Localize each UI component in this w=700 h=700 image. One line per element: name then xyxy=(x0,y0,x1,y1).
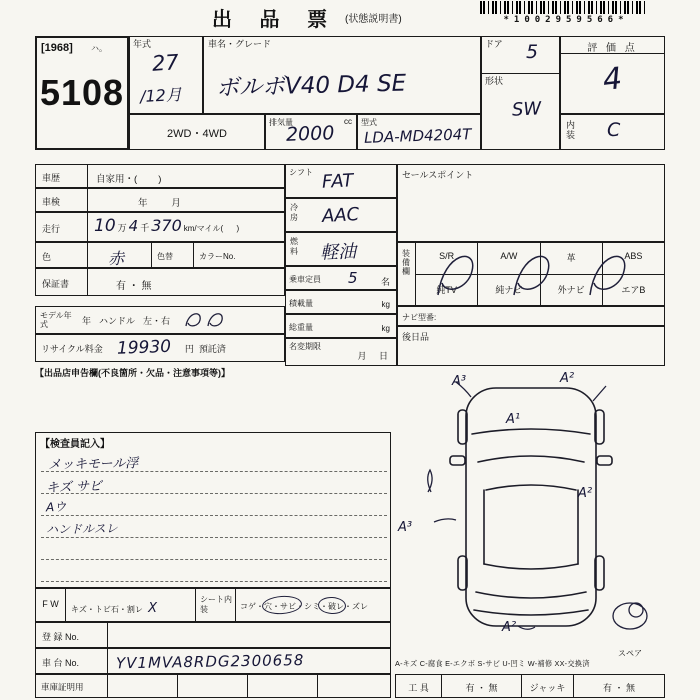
inspector-line-2: キズ サビ xyxy=(45,479,103,496)
car-name-box xyxy=(203,36,481,114)
jack-value: 有 ・ 無 xyxy=(602,683,635,693)
color-row xyxy=(35,242,285,268)
lot-number: 5108 xyxy=(39,72,125,113)
damage-mark-a2-bottom: A² xyxy=(502,620,517,635)
gross-weight-box xyxy=(285,314,397,338)
seat-items: コゲ・穴・サビ・シミ・破レ・ズレ xyxy=(240,602,368,611)
shift-box xyxy=(285,164,397,198)
history-row xyxy=(35,164,285,188)
equip-navi: 純ナビ xyxy=(478,275,540,306)
garage-certificate-row xyxy=(35,674,391,698)
displacement-label: 排気量 xyxy=(269,118,293,127)
recycle-fee-row xyxy=(35,334,285,362)
door-shape-box xyxy=(481,36,560,150)
model-year-box xyxy=(129,36,203,114)
capacity-label: 乗車定員 xyxy=(289,275,321,284)
equip-abs: ABS xyxy=(624,251,643,261)
inspector-line-3: Aウ xyxy=(45,499,67,515)
chassis-no-label: 車 台 No. xyxy=(36,649,108,673)
equip-ext-navi: 外ナビ xyxy=(541,275,603,306)
inspector-line-4: ハンドルスレ xyxy=(45,521,118,537)
equip-leather: 革 xyxy=(541,243,603,274)
dotted-rule xyxy=(41,559,387,560)
model-year-label: 年式 xyxy=(133,39,152,49)
model-code-label: 型式 xyxy=(361,118,377,127)
equip-tv: 純TV xyxy=(416,275,478,306)
mileage-unit: km/マイル( ) xyxy=(183,224,240,233)
history-value: 自家用・( ) xyxy=(96,174,162,185)
interior-grade-box xyxy=(560,114,665,150)
model-code-box xyxy=(357,114,481,150)
car-name-label: 車名・グレード xyxy=(208,39,272,49)
recycle-unit: 円 預託済 xyxy=(184,343,226,354)
model-year-handle-row xyxy=(35,306,285,334)
equip-sr: S/R xyxy=(416,243,478,274)
barcode-digits: *1002959566* xyxy=(503,15,629,25)
model-code-value: LDA-MD4204T xyxy=(363,125,472,147)
modelyear-unit: 年 xyxy=(82,315,92,326)
fuel-label: 燃料 xyxy=(290,237,298,256)
damage-mark-a2-top: A² xyxy=(560,371,575,386)
navi-model-label: ナビ型番: xyxy=(402,313,437,322)
seller-declaration-title: 【出品店申告欄(不良箇所・欠品・注意事項等)】 xyxy=(35,368,230,378)
registration-no-label: 登 録 No. xyxy=(36,623,108,647)
fw-items: キズ・トビ石・割レ xyxy=(71,605,143,614)
dotted-rule xyxy=(41,493,387,494)
lot-tag-mark: ハ。 xyxy=(91,44,107,53)
name-change-label: 名変期限 xyxy=(289,342,321,351)
equip-airbag: エアB xyxy=(621,284,646,295)
name-change-box xyxy=(285,338,397,366)
capacity-box xyxy=(285,266,397,290)
door-label: ドア xyxy=(485,39,503,49)
damage-code-legend: A-キズ C-腐食 E-エクボ S-サビ U-凹ミ W-補修 XX-交換済 xyxy=(395,659,590,668)
seat-interior-label: シート内装 xyxy=(196,589,236,621)
tools-jack-row xyxy=(395,674,665,698)
fuel-box xyxy=(285,232,397,266)
page-subtitle: (状態説明書) xyxy=(345,14,402,25)
mileage-label: 走行 xyxy=(36,213,88,241)
damage-mark-a2-right: A² xyxy=(578,486,593,501)
model-year-value: 27 xyxy=(151,50,180,76)
mileage-row xyxy=(35,212,285,242)
shift-value: FAT xyxy=(321,170,354,193)
fw-handwritten-x: X xyxy=(148,601,157,616)
inspection-row xyxy=(35,188,285,212)
dotted-rule xyxy=(41,537,387,538)
mileage-sen-value: 4 xyxy=(128,217,139,235)
payload-unit: kg xyxy=(381,300,390,309)
handwritten-mark xyxy=(416,243,664,305)
lot-box xyxy=(35,36,129,150)
garage-certificate-label: 車庫証明用 xyxy=(36,675,108,697)
handle-label: ハンドル xyxy=(99,315,136,326)
warranty-value: 有 ・ 無 xyxy=(116,281,152,292)
displacement-unit: cc xyxy=(344,117,352,126)
handwritten-damage-marks xyxy=(428,382,647,629)
equipment-box xyxy=(397,242,665,306)
tools-label: 工 具 xyxy=(396,675,442,697)
later-items-label: 後日品 xyxy=(402,332,430,342)
fw-label: F W xyxy=(36,589,66,621)
handwritten-mark xyxy=(178,308,232,332)
door-value: 5 xyxy=(526,41,539,63)
car-name-value: ボルボV40 D4 SE xyxy=(215,70,407,102)
grade-score-value: 4 xyxy=(601,61,624,98)
damage-mark-a3-top: A³ xyxy=(452,374,467,389)
damage-mark-a1: A¹ xyxy=(506,412,521,427)
shape-label: 形状 xyxy=(485,76,504,86)
chassis-no-value: YV1MVA8RDG2300658 xyxy=(115,651,305,673)
car-top-view-diagram xyxy=(398,370,665,648)
color-no-label: カラーNo. xyxy=(199,252,236,261)
spare-label: スペア xyxy=(618,649,642,658)
dotted-rule xyxy=(41,471,387,472)
recycle-label: リサイクル料金 xyxy=(41,343,103,354)
equipment-label: 装備欄 xyxy=(398,243,416,305)
shape-value: SW xyxy=(511,98,542,121)
ac-box xyxy=(285,198,397,232)
displacement-box xyxy=(265,114,357,150)
interior-label: 内装 xyxy=(566,120,576,140)
color-value: 赤 xyxy=(88,243,152,267)
equip-aw: A/W xyxy=(478,243,540,274)
later-items-box xyxy=(397,326,665,366)
grade-score-box xyxy=(560,36,665,114)
sales-point-box xyxy=(397,164,665,242)
ac-value: AAC xyxy=(321,204,360,227)
displacement-value: 2000 xyxy=(285,122,335,146)
capacity-value: 5 xyxy=(348,269,358,287)
grade-score-label: 評 価 点 xyxy=(561,37,664,54)
inspection-label: 車検 xyxy=(36,189,88,211)
dotted-rule xyxy=(41,515,387,516)
handle-value: 左・右 xyxy=(143,315,171,326)
tools-value: 有 ・ 無 xyxy=(442,675,522,697)
mileage-man-unit: 万 xyxy=(117,223,127,233)
recycle-value: 19930 xyxy=(116,336,172,359)
fuel-value: 軽油 xyxy=(319,241,357,264)
registration-no-row xyxy=(35,622,391,648)
color-label: 色 xyxy=(36,243,88,267)
model-month-value: /12月 xyxy=(139,84,183,107)
capacity-unit: 名 xyxy=(380,277,390,287)
gross-weight-unit: kg xyxy=(381,324,390,333)
chassis-no-row xyxy=(35,648,391,674)
interior-value: C xyxy=(607,119,621,141)
ac-label: 冷房 xyxy=(290,203,298,222)
drive-type-box xyxy=(129,114,265,150)
inspector-notes-title: 【検査員記入】 xyxy=(40,439,110,450)
dotted-rule xyxy=(41,581,387,582)
barcode-icon xyxy=(480,1,648,14)
lot-tag: [1968] xyxy=(41,42,73,54)
warranty-label: 保証書 xyxy=(36,269,88,295)
gross-weight-label: 総重量 xyxy=(289,323,313,332)
shift-label: シフト xyxy=(289,168,313,177)
inspector-notes-box xyxy=(35,432,391,588)
payload-box xyxy=(285,290,397,314)
navi-model-row xyxy=(397,306,665,326)
mileage-rest-value: 370 xyxy=(151,216,182,235)
page-title: 出 品 票 xyxy=(212,9,339,31)
warranty-row xyxy=(35,268,285,296)
mileage-man-value: 10 xyxy=(94,216,116,236)
drive-type-label: 2WD・4WD xyxy=(167,128,227,140)
inspection-value: 年 月 xyxy=(138,198,181,209)
sales-point-label: セールスポイント xyxy=(402,170,474,180)
jack-label: ジャッキ xyxy=(522,675,574,697)
name-change-unit: 月 日 xyxy=(357,351,388,361)
damage-mark-a3-left: A³ xyxy=(398,520,413,535)
payload-label: 積載量 xyxy=(289,299,313,308)
mileage-sen-unit: 千 xyxy=(140,223,150,233)
inspector-line-1: メッキモール浮 xyxy=(47,456,139,473)
color-change-label: 色替 xyxy=(152,243,194,267)
modelyear-row-label: モデル年式 xyxy=(40,311,72,329)
history-label: 車歴 xyxy=(36,165,88,187)
